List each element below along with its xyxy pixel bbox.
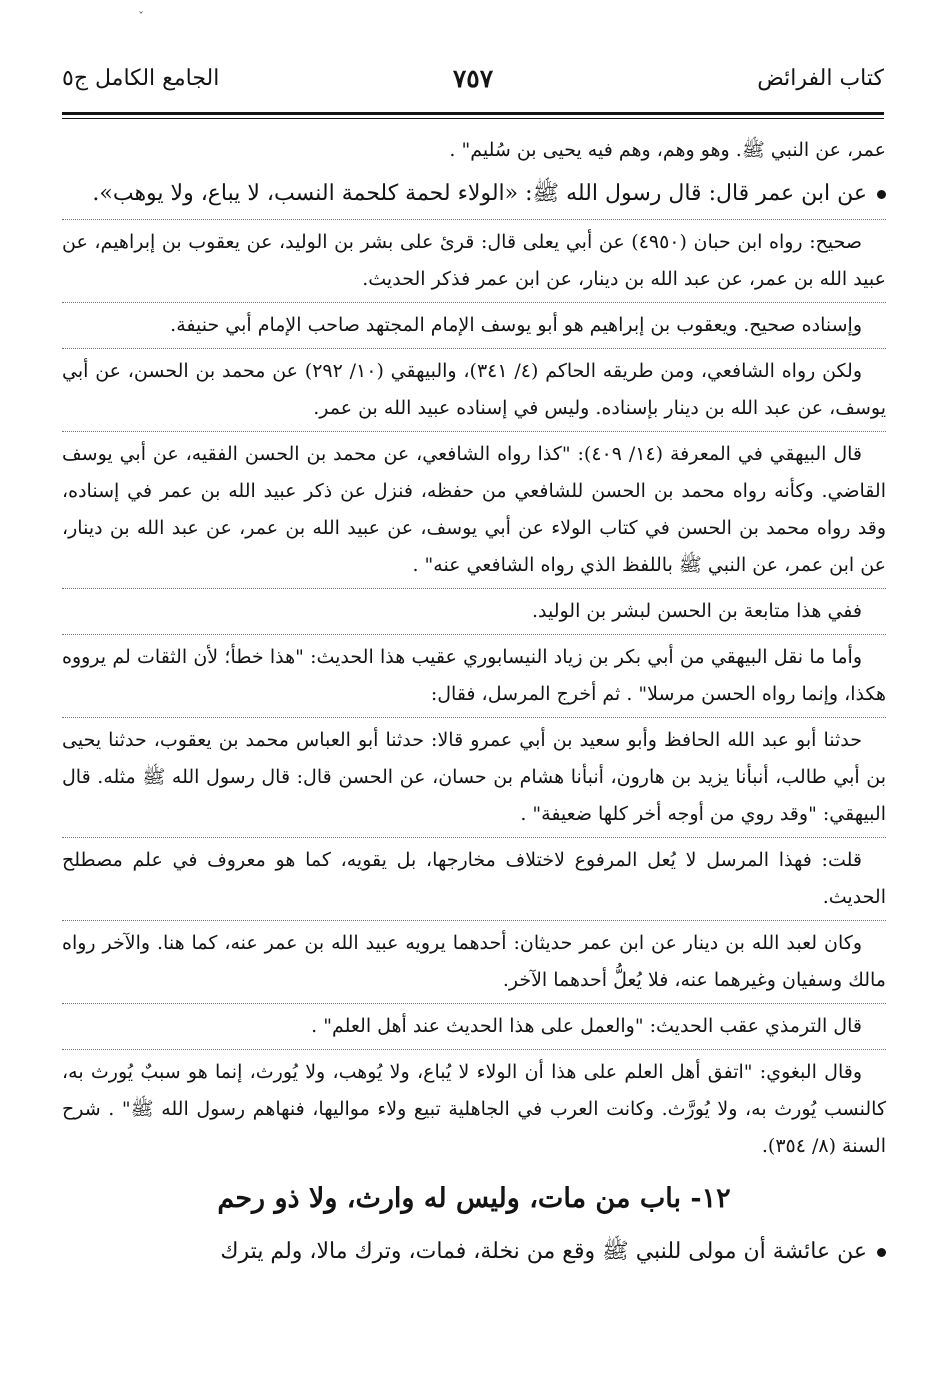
- bullet-icon: [877, 1248, 886, 1257]
- paragraph-separator: [62, 837, 886, 838]
- hadith-text: [62, 171, 886, 217]
- page-number: ٧٥٧: [452, 64, 494, 93]
- header-rule-thick: [62, 112, 884, 115]
- paragraph: قلت: فهذا المرسل لا يُعل المرفوع لاختلاف مخارجها، بل يقويه، كما هو معروف في علم مصطلح الحديث.: [62, 849, 886, 908]
- paragraph: عمر، عن النبي ﷺ. وهو وهم، وهم فيه يحيى بن سُليم" .: [449, 139, 886, 161]
- paragraph: وأما ما نقل البيهقي من أبي بكر بن زياد النيسابوري عقيب هذا الحديث: "هذا خطأ؛ لأن الثقات لم يرووه هكذا، وإنما رواه الحسن مرسلا" . ثم أخرج المرسل، فقال:: [62, 646, 886, 705]
- page-body: [62, 130, 886, 1275]
- paragraph-separator: [62, 634, 886, 635]
- paragraph: ولكن رواه الشافعي، ومن طريقه الحاكم (٤/ ٣٤١)، والبيهقي (١٠/ ٢٩٢) عن محمد بن الحسن، عن أبي يوسف، عن عبد الله بن دينار بإسناده. وليس في إسناده عبيد الله بن عمر.: [62, 360, 886, 419]
- paragraph-separator: [62, 219, 886, 220]
- paragraph-separator: [62, 1003, 886, 1004]
- paragraph: وقال البغوي: "اتفق أهل العلم على هذا أن الولاء لا يُباع، ولا يُوهب، ولا يُورث، إنما هو سببٌ يُورث به، كالنسب يُورث به، ولا يُورَّث. وكانت العرب في الجاهلية تبيع ولاء مواليها، فنهاهم رسول الله ﷺ" . شرح السنة (٨/ ٣٥٤).: [62, 1061, 886, 1157]
- hadith-text: [62, 1229, 886, 1275]
- paragraph: ففي هذا متابعة بن الحسن لبشر بن الوليد.: [531, 600, 862, 622]
- paragraph-separator: [62, 920, 886, 921]
- header-rule-thin: [62, 118, 884, 119]
- paragraph-separator: [62, 588, 886, 589]
- paragraph: قال البيهقي في المعرفة (١٤/ ٤٠٩): "كذا رواه الشافعي، عن محمد بن الحسن الفقيه، عن أبي يوسف القاضي. وكأنه رواه محمد بن الحسن للشافعي من حفظه، فنزل عن ذكر عبيد الله بن عمر في إسناده، وقد رواه محمد بن الحسن في كتاب الولاء عن أبي يوسف، عن عبيد الله بن عمر، عن عبد الله بن دينار، عن ابن عمر، عن النبي ﷺ باللفظ الذي رواه الشافعي عنه" .: [62, 443, 886, 576]
- paragraph-separator: [62, 348, 886, 349]
- page-header: [62, 60, 884, 108]
- bullet-icon: [877, 190, 886, 199]
- paragraph-separator: [62, 1049, 886, 1050]
- paragraph: وكان لعبد الله بن دينار عن ابن عمر حديثان: أحدهما يرويه عبيد الله بن عمر عنه، كما هنا. والآخر رواه مالك وسفيان وغيرهما عنه، فلا يُعلُّ أحدهما الآخر.: [62, 932, 886, 991]
- scan-mark: ˇ: [138, 10, 144, 24]
- paragraph: حدثنا أبو عبد الله الحافظ وأبو سعيد بن أبي عمرو قالا: حدثنا أبو العباس محمد بن يعقوب، حدثنا يحيى بن أبي طالب، أنبأنا يزيد بن هارون، أنبأنا هشام بن حسان، عن الحسن قال: قال رسول الله ﷺ مثله. قال البيهقي: "وقد روي من أوجه أخر كلها ضعيفة" .: [62, 729, 886, 825]
- book-title: الجامع الكامل ج٥: [62, 66, 220, 91]
- paragraph: قال الترمذي عقب الحديث: "والعمل على هذا الحديث عند أهل العلم" .: [311, 1015, 862, 1037]
- paragraph-separator: [62, 717, 886, 718]
- paragraph: وإسناده صحيح. ويعقوب بن إبراهيم هو أبو يوسف الإمام المجتهد صاحب الإمام أبي حنيفة.: [170, 314, 862, 336]
- hadith-body: عن عائشة أن مولى للنبي ﷺ وقع من نخلة، فمات، وترك مالا، ولم يترك: [220, 1239, 867, 1264]
- paragraph-separator: [62, 302, 886, 303]
- paragraph: صحيح: رواه ابن حبان (٤٩٥٠) عن أبي يعلى قال: قرئ على بشر بن الوليد، عن يعقوب بن إبراهيم، عن عبيد الله بن عمر، عن عبد الله بن دينار، عن ابن عمر فذكر الحديث.: [62, 231, 886, 290]
- paragraph-separator: [62, 431, 886, 432]
- chapter-heading: ١٢- باب من مات، وليس له وارث، ولا ذو رحم: [217, 1183, 731, 1214]
- book-section: كتاب الفرائض: [757, 66, 884, 91]
- hadith-body: عن ابن عمر قال: قال رسول الله ﷺ: «الولاء لحمة كلحمة النسب، لا يباع، ولا يوهب».: [92, 181, 867, 206]
